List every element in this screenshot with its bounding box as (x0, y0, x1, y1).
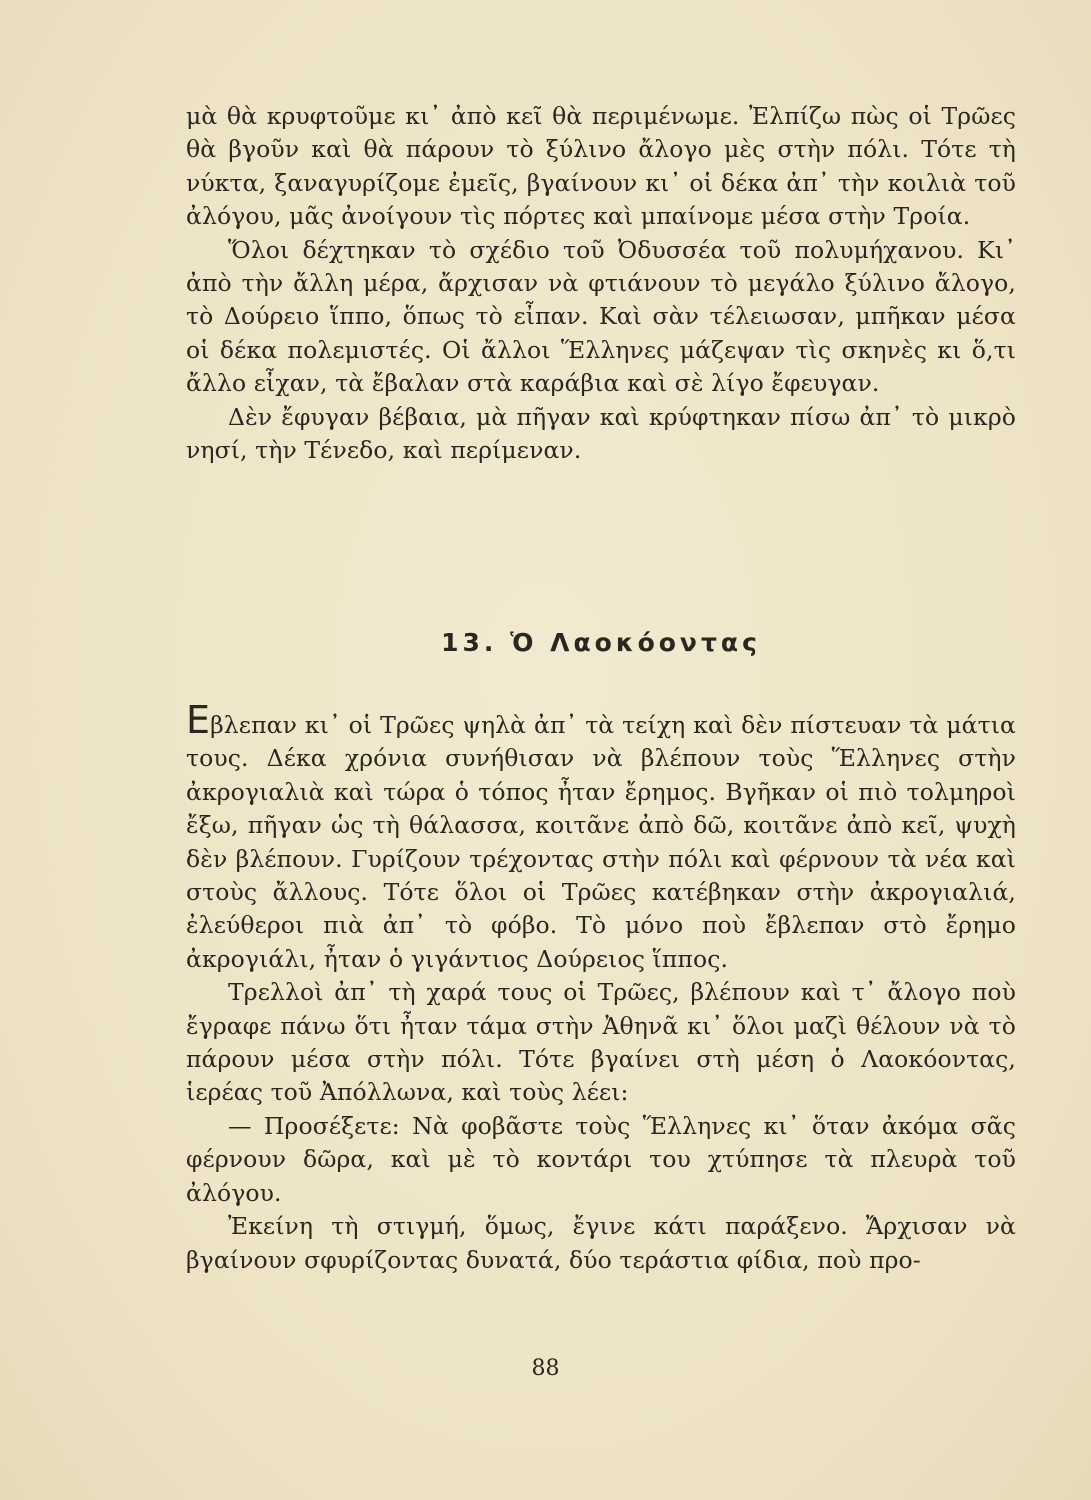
chapter-heading (186, 628, 1016, 657)
paragraph: Ὅλοι δέχτηκαν τὸ σχέδιο τοῦ Ὀδυσσέα τοῦ πολυμήχανου. Κι᾽ ἀπὸ τὴν ἄλλη μέρα, ἄρχισαν νὰ φτιάνουν τὸ μεγάλο ξύλινο ἄλογο, τὸ Δούρειο ἵππο, ὅπως τὸ εἶπαν. Καὶ σὰν τέλειωσαν, μπῆκαν μέσα οἱ δέκα πολεμιστές. Οἱ ἄλλοι Ἕλληνες μάζεψαν τὶς σκηνὲς κι ὅ,τι ἄλλο εἶχαν, τὰ ἔβαλαν στὰ καράβια καὶ σὲ λίγο ἔφευγαν. (186, 235, 1016, 398)
chapter-number: 13. (441, 628, 498, 657)
paragraph (186, 698, 1016, 976)
page-number: 88 (531, 1356, 560, 1381)
text-block-bottom (186, 698, 1016, 1277)
text-block-top (186, 100, 1016, 467)
paragraph: Ἐκείνη τὴ στιγμή, ὅμως, ἔγινε κάτι παράξενο. Ἄρχισαν νὰ βγαίνουν σφυρίζοντας δυνατά, δύο τεράστια φίδια, ποὺ προ- (186, 1212, 1016, 1274)
paragraph: — Προσέξετε: Νὰ φοβᾶστε τοὺς Ἕλληνες κι᾽ ὅταν ἀκόμα σᾶς φέρνουν δῶρα, καὶ μὲ τὸ κοντάρι του χτύπησε τὰ πλευρὰ τοῦ ἀλόγου. (186, 1111, 1016, 1207)
chapter-title: Ὁ Λαοκόοντας (510, 628, 761, 657)
paragraph: μὰ θὰ κρυφτοῦμε κι᾽ ἀπὸ κεῖ θὰ περιμένωμε. Ἐλπίζω πὼς οἱ Τρῶες θὰ βγοῦν καὶ θὰ πάρουν τὸ ξύλινο ἄλογο μὲς στὴν πόλι. Τότε τὴ νύκτα, ξαναγυρίζομε ἐμεῖς, βγαίνουν κι᾽ οἱ δέκα ἀπ᾽ τὴν κοιλιὰ τοῦ ἀλόγου, μᾶς ἀνοίγουν τὶς πόρτες καὶ μπαίνομε μέσα στὴν Τροία. (186, 102, 1016, 231)
paragraph-text: βλεπαν κι᾽ οἱ Τρῶες ψηλὰ ἀπ᾽ τὰ τείχη καὶ δὲν πίστευαν τὰ μάτια τους. Δέκα χρόνια συνήθισαν νὰ βλέπουν τοὺς Ἕλληνες στὴν ἀκρογιαλιὰ καὶ τώρα ὁ τόπος ἦταν ἔρημος. Βγῆκαν οἱ πιὸ τολμηροὶ ἔξω, πῆγαν ὡς τὴ θάλασσα, κοιτᾶνε ἀπὸ δῶ, κοιτᾶνε ἀπὸ κεῖ, ψυχὴ δὲν βλέπουν. Γυρίζουν τρέχοντας στὴν πόλι καὶ φέρνουν τὰ νέα καὶ στοὺς ἄλλους. Τότε ὅλοι οἱ Τρῶες κατέβηκαν στὴν ἀκρογιαλιά, ἐλεύθεροι πιὰ ἀπ᾽ τὸ φόβο. Τὸ μόνο ποὺ ἔβλεπαν στὸ ἔρημο ἀκρογιάλι, ἦταν ὁ γιγάντιος Δούρειος ἵππος. (186, 711, 1016, 973)
paragraph: Τρελλοὶ ἀπ᾽ τὴ χαρά τους οἱ Τρῶες, βλέπουν καὶ τ᾽ ἄλογο ποὺ ἔγραφε πάνω ὅτι ἦταν τάμα στὴν Ἀθηνᾶ κι᾽ ὅλοι μαζὶ θέλουν νὰ τὸ πάρουν μέσα στὴν πόλι. Τότε βγαίνει στὴ μέση ὁ Λαοκόοντας, ἱερέας τοῦ Ἀπόλλωνα, καὶ τοὺς λέει: (186, 978, 1016, 1107)
drop-cap: Ε (186, 698, 211, 742)
paragraph: Δὲν ἔφυγαν βέβαια, μὰ πῆγαν καὶ κρύφτηκαν πίσω ἀπ᾽ τὸ μικρὸ νησί, τὴν Τένεδο, καὶ περίμεναν. (186, 402, 1016, 465)
